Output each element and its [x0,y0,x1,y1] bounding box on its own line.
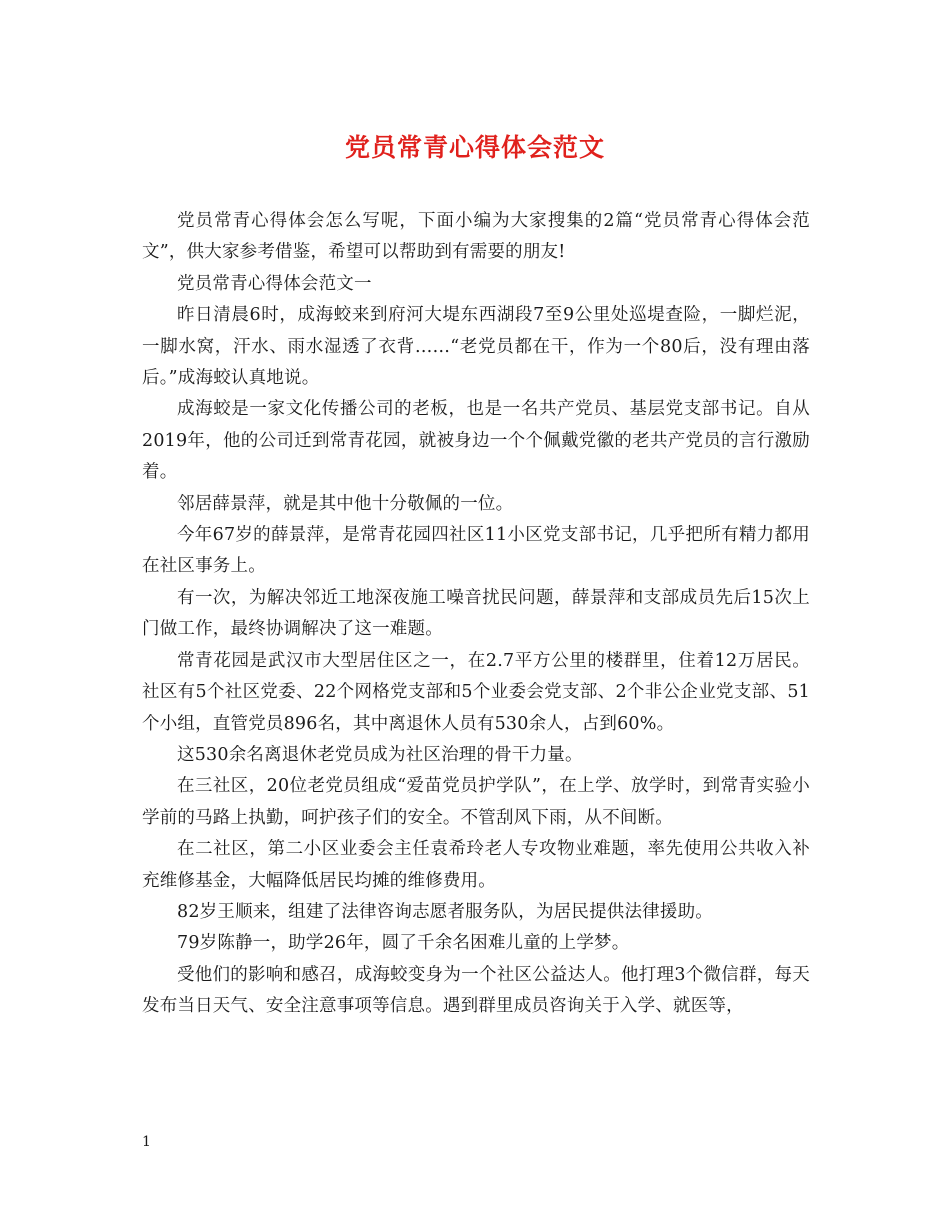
paragraph: 这530余名离退休老党员成为社区治理的骨干力量。 [177,744,583,765]
paragraph: 今年67岁的薛景萍，是常青花园四社区11小区党支部书记，几乎把所有精力都用在社区事务上。 [142,525,810,577]
paragraph: 有一次，为解决邻近工地深夜施工噪音扰民问题，薛景萍和支部成员先后15次上门做工作，最终协调解决了这一难题。 [142,587,810,640]
paragraph: 受他们的影响和感召，成海蛟变身为一个社区公益达人。他打理3个微信群，每天发布当日天气、安全注意事项等信息。遇到群里成员咨询关于入学、就医等， [142,964,810,1017]
paragraph: 82岁王顺来，组建了法律咨询志愿者服务队，为居民提供法律援助。 [177,901,713,922]
page-number: 1 [142,1134,151,1150]
paragraph: 成海蛟是一家文化传播公司的老板，也是一名共产党员、基层党支部书记。自从2019年，他的公司迁到常青花园，就被身边一个个佩戴党徽的老共产党员的言行激励着。 [142,399,810,483]
paragraph: 党员常青心得体会怎么写呢，下面小编为大家搜集的2篇“党员常青心得体会范文”，供大家参考借鉴，希望可以帮助到有需要的朋友! [142,211,810,263]
paragraph: 在二社区，第二小区业委会主任袁希玲老人专攻物业难题，率先使用公共收入补充维修基金，大幅降低居民均摊的维修费用。 [142,839,810,891]
paragraph: 在三社区，20位老党员组成“爱苗党员护学队”，在上学、放学时，到常青实验小学前的马路上执勤，呵护孩子们的安全。不管刮风下雨，从不间断。 [142,776,810,828]
paragraph: 邻居薛景萍，就是其中他十分敬佩的一位。 [177,493,514,514]
document-title: 党员常青心得体会范文 [344,133,605,162]
document-body [142,206,810,1023]
paragraph: 昨日清晨6时，成海蛟来到府河大堤东西湖段7至9公里处巡堤查险，一脚烂泥，一脚水窝，汗水、雨水湿透了衣背……“老党员都在干，作为一个80后，没有理由落后。”成海蛟认真地说。 [142,305,810,389]
paragraph: 常青花园是武汉市大型居住区之一，在2.7平方公里的楼群里，住着12万居民。社区有5个社区党委、22个网格党支部和5个业委会党支部、2个非公企业党支部、51个小组，直管党员896名，其中离退休人员有530余人，占到60%。 [142,650,810,734]
paragraph: 79岁陈静一，助学26年，圆了千余名困难儿童的上学梦。 [177,933,630,954]
section-heading: 党员常青心得体会范文一 [177,273,372,294]
